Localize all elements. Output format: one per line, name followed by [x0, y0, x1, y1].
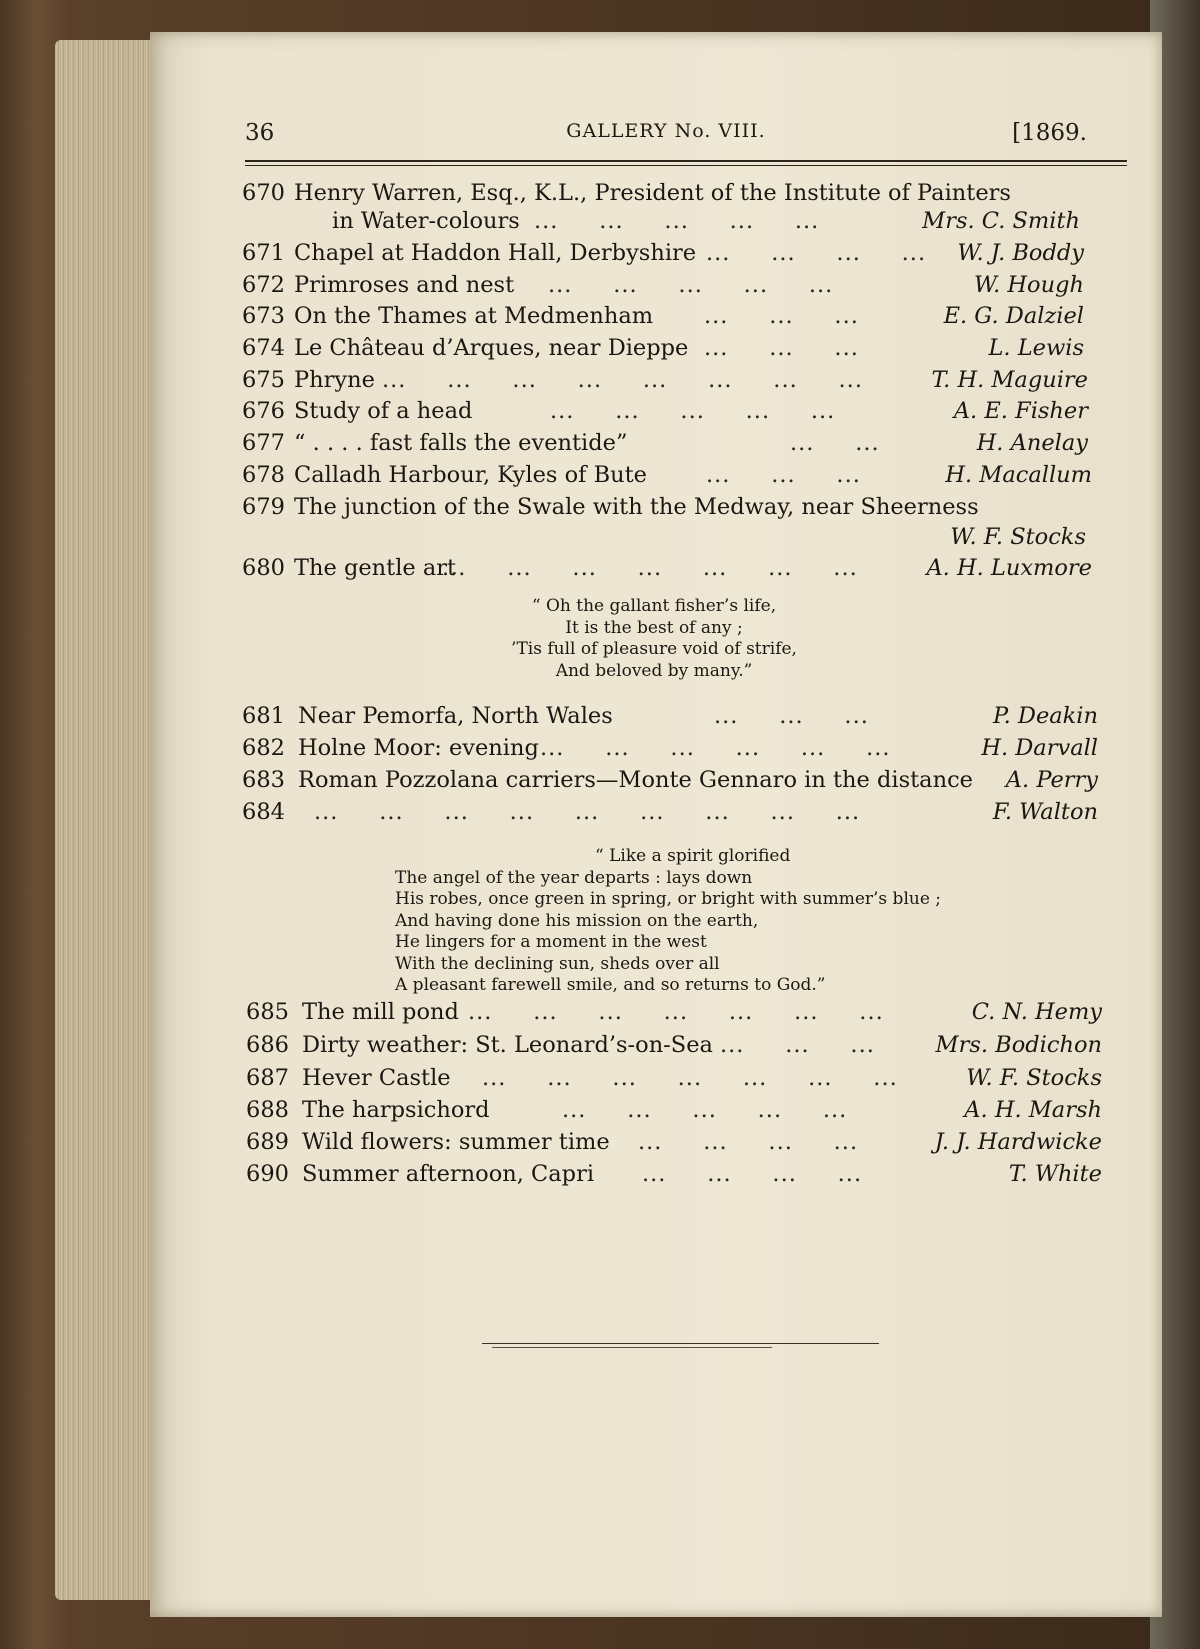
- entry-number: 673: [242, 303, 285, 329]
- entry-670: [242, 180, 1132, 210]
- entry-artist: Mrs. Bodichon: [935, 1032, 1102, 1058]
- entry-title: On the Thames at Medmenham: [294, 303, 654, 329]
- leader-dots: ... ... ... ... ...: [562, 1097, 848, 1123]
- leader-dots: ... ... ...: [706, 462, 861, 488]
- entry-680: [242, 555, 1132, 585]
- entry-title: Study of a head: [294, 398, 473, 424]
- entry-686: [242, 1032, 1132, 1062]
- entry-number: 677: [242, 430, 285, 456]
- entry-number: 675: [242, 367, 285, 393]
- verse-line: With the declining sun, sheds over all: [395, 953, 720, 974]
- entry-number: 683: [242, 767, 285, 793]
- verse-line: And beloved by many.”: [555, 660, 753, 681]
- entry-artist: T. H. Maguire: [931, 367, 1088, 393]
- entry-title: Near Pemorfa, North Wales: [298, 703, 613, 729]
- footer-rule: [482, 1343, 879, 1344]
- leader-dots: ... ... ...: [704, 303, 859, 329]
- entry-number: 682: [242, 735, 285, 761]
- entry-title: Dirty weather: St. Leonard’s-on-Sea: [302, 1032, 713, 1058]
- leader-dots: ... ...: [790, 430, 880, 456]
- entry-number: 687: [246, 1065, 289, 1091]
- entry-artist: H. Macallum: [945, 462, 1092, 488]
- entry-artist: T. White: [1008, 1161, 1102, 1187]
- entry-677: [242, 430, 1132, 460]
- verse-line: ’Tis full of pleasure void of strife,: [511, 639, 797, 659]
- entry-number: 671: [242, 240, 285, 266]
- entry-number: 690: [246, 1161, 289, 1187]
- verse-line: “ Oh the gallant fisher’s life,: [531, 596, 777, 616]
- entry-number: 676: [242, 398, 285, 424]
- leader-dots: ... ... ... ...: [642, 1161, 863, 1187]
- leader-dots: ... ... ... ...: [706, 240, 927, 266]
- entry-title: Summer afternoon, Capri: [302, 1161, 595, 1187]
- leader-dots: ... ... ... ... ... ... ... ... ...: [314, 799, 861, 825]
- entry-number: 688: [246, 1097, 289, 1123]
- entry-title: Chapel at Haddon Hall, Derbyshire: [294, 240, 697, 266]
- entry-676: [242, 398, 1132, 428]
- entry-673: [242, 303, 1132, 333]
- entry-title: The gentle art: [294, 555, 457, 581]
- entry-number: 689: [246, 1129, 289, 1155]
- entry-number: 674: [242, 335, 285, 361]
- entry-675: [242, 367, 1132, 397]
- entry-title: Calladh Harbour, Kyles of Bute: [294, 462, 648, 488]
- entry-artist: A. Perry: [1005, 767, 1098, 793]
- entry-artist: E. G. Dalziel: [943, 303, 1084, 329]
- entry-title: Phryne: [294, 367, 375, 393]
- entry-690: [242, 1161, 1132, 1191]
- entry-681: [242, 703, 1132, 733]
- entry-685: [242, 999, 1132, 1029]
- entry-artist: W. J. Boddy: [957, 240, 1084, 266]
- entry-679: [242, 494, 1132, 524]
- leader-dots: ... ... ... ... ... ... ... ...: [382, 367, 863, 393]
- entry-number: 685: [246, 999, 289, 1025]
- leader-dots: ... ... ... ... ... ... ...: [468, 999, 884, 1025]
- entry-title: Holne Moor: evening: [298, 735, 539, 761]
- entry-688: [242, 1097, 1132, 1127]
- entry-684: [242, 799, 1132, 829]
- entry-artist: W. F. Stocks: [950, 524, 1086, 550]
- leader-dots: ... ... ... ... ... ...: [540, 735, 891, 761]
- entry-number: 679: [242, 494, 285, 520]
- verse-quote-680: [504, 596, 804, 682]
- gallery-title: GALLERY No. VIII.: [566, 120, 766, 142]
- footer-rule-short: [492, 1347, 772, 1348]
- entry-title: The junction of the Swale with the Medway, near Sheerness: [294, 494, 979, 520]
- entry-artist: J. J. Hardwicke: [934, 1129, 1102, 1155]
- leader-dots: ... ... ... ... ... ... ...: [482, 1065, 898, 1091]
- entry-title: Henry Warren, Esq., K.L., President of the Institute of Painters: [294, 180, 1011, 206]
- leader-dots: ... ... ... ... ... ... ...: [442, 555, 858, 581]
- entry-title: The harpsichord: [302, 1097, 490, 1123]
- entry-artist: H. Anelay: [976, 430, 1088, 456]
- leader-dots: ... ... ...: [704, 335, 859, 361]
- entry-672: [242, 272, 1132, 302]
- entry-artist: A. H. Luxmore: [926, 555, 1092, 581]
- entry-title: Wild flowers: summer time: [302, 1129, 610, 1155]
- verse-line: It is the best of any ;: [565, 617, 743, 638]
- leader-dots: ... ... ...: [714, 703, 869, 729]
- entry-683: [242, 767, 1132, 797]
- catalogue-page: [150, 32, 1162, 1617]
- entry-title: The mill pond: [302, 999, 459, 1025]
- entry-number: 670: [242, 180, 285, 206]
- entry-number: 678: [242, 462, 285, 488]
- verse-line: He lingers for a moment in the west: [395, 932, 707, 952]
- entry-number: 681: [242, 703, 285, 729]
- entry-artist: W. F. Stocks: [966, 1065, 1102, 1091]
- verse-line: And having done his mission on the earth,: [395, 910, 759, 931]
- verse-line: A pleasant farewell smile, and so returns to God.”: [395, 975, 826, 995]
- entry-artist: A. H. Marsh: [964, 1097, 1102, 1123]
- leader-dots: ... ... ... ...: [638, 1129, 859, 1155]
- verse-quote-684: [395, 846, 941, 997]
- entry-number: 686: [246, 1032, 289, 1058]
- header-rule: [245, 160, 1127, 162]
- entry-artist: F. Walton: [992, 799, 1098, 825]
- leader-dots: ... ... ... ... ...: [550, 398, 836, 424]
- verse-line: His robes, once green in spring, or bright with summer’s blue ;: [395, 889, 942, 909]
- entry-678: [242, 462, 1132, 492]
- entry-670-cont: [242, 208, 1132, 238]
- leader-dots: ... ... ... ... ...: [534, 208, 820, 234]
- page-number: 36: [245, 120, 275, 146]
- leader-dots: ... ... ... ... ...: [548, 272, 834, 298]
- entry-title: “ . . . . fast falls the eventide”: [294, 430, 628, 456]
- entry-674: [242, 335, 1132, 365]
- header-rule-thin: [245, 165, 1127, 166]
- verse-line: The angel of the year departs : lays down: [395, 867, 753, 888]
- entry-689: [242, 1129, 1132, 1159]
- entry-title: Hever Castle: [302, 1065, 451, 1091]
- entry-682: [242, 735, 1132, 765]
- year-label: [1869.: [1012, 120, 1087, 146]
- entry-number: 680: [242, 555, 285, 581]
- entry-artist: A. E. Fisher: [953, 398, 1088, 424]
- entry-687: [242, 1065, 1132, 1095]
- entry-number: 684: [242, 799, 285, 825]
- entry-artist: L. Lewis: [988, 335, 1084, 361]
- entry-title: Le Château d’Arques, near Dieppe: [294, 335, 689, 361]
- entry-artist: Mrs. C. Smith: [922, 208, 1080, 234]
- entry-artist: W. Hough: [973, 272, 1084, 298]
- entry-671: [242, 240, 1132, 270]
- entry-title-cont: in Water-colours: [332, 208, 520, 234]
- leader-dots: ... ... ...: [720, 1032, 875, 1058]
- entry-artist: H. Darvall: [981, 735, 1098, 761]
- entry-679-cont: [242, 524, 1132, 554]
- verse-line: “ Like a spirit glorified: [595, 846, 791, 866]
- page-edges: [55, 40, 155, 1600]
- entry-title: Primroses and nest: [294, 272, 515, 298]
- entry-artist: C. N. Hemy: [971, 999, 1102, 1025]
- entry-artist: P. Deakin: [993, 703, 1098, 729]
- entry-title: Roman Pozzolana carriers—Monte Gennaro in the distance: [298, 767, 973, 793]
- entry-number: 672: [242, 272, 285, 298]
- running-header: [245, 120, 1087, 160]
